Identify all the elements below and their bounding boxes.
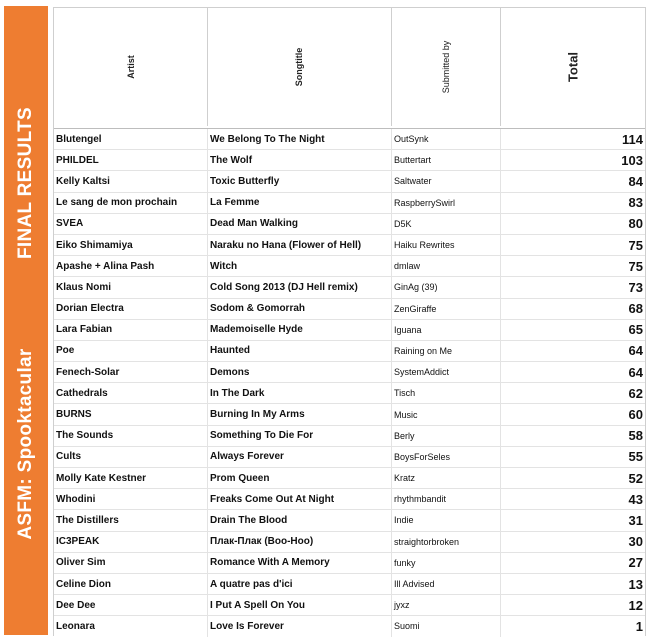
- songtitle-cell[interactable]: A quatre pas d'ici: [207, 574, 391, 594]
- table-row[interactable]: [54, 149, 645, 170]
- submitted-by-cell[interactable]: Raining on Me: [391, 341, 500, 361]
- artist-cell[interactable]: Eiko Shimamiya: [56, 239, 133, 251]
- table-row[interactable]: [54, 170, 645, 191]
- total-cell[interactable]: 75: [500, 256, 645, 276]
- header-artist-cell[interactable]: [54, 8, 208, 126]
- artist-cell[interactable]: Whodini: [56, 493, 96, 505]
- total-cell[interactable]: 114: [500, 129, 645, 149]
- artist-cell[interactable]: Leonara: [56, 620, 95, 632]
- table-row[interactable]: [54, 361, 645, 382]
- submitted-by-cell[interactable]: Iguana: [391, 320, 500, 340]
- total-cell[interactable]: 64: [500, 341, 645, 361]
- submitted-by-cell[interactable]: dmlaw: [391, 256, 500, 276]
- artist-cell[interactable]: The Distillers: [56, 514, 119, 526]
- submitted-by-cell[interactable]: jyxz: [391, 595, 500, 615]
- artist-cell[interactable]: Klaus Nomi: [56, 281, 112, 293]
- artist-cell[interactable]: Dee Dee: [56, 599, 96, 611]
- songtitle-cell[interactable]: Freaks Come Out At Night: [207, 489, 391, 509]
- table-row[interactable]: [54, 488, 645, 509]
- submitted-by-cell[interactable]: Indie: [391, 510, 500, 530]
- submitted-by-cell[interactable]: Saltwater: [391, 171, 500, 191]
- submitted-by-cell[interactable]: RaspberrySwirl: [391, 193, 500, 213]
- header-submitted-by: Submitted by: [440, 40, 451, 94]
- total-cell[interactable]: 43: [500, 489, 645, 509]
- total-cell[interactable]: 1: [500, 616, 645, 636]
- table-row[interactable]: [54, 319, 645, 340]
- artist-cell[interactable]: Cults: [56, 451, 81, 463]
- header-songtitle: Songtitle: [294, 47, 304, 87]
- table-row[interactable]: [54, 298, 645, 319]
- submitted-by-cell[interactable]: Music: [391, 404, 500, 424]
- submitted-by-cell[interactable]: Buttertart: [391, 150, 500, 170]
- sidebar-banner: [4, 6, 48, 635]
- artist-cell[interactable]: Lara Fabian: [56, 324, 113, 336]
- total-cell[interactable]: 60: [500, 404, 645, 424]
- submitted-by-cell[interactable]: ZenGiraffe: [391, 299, 500, 319]
- songtitle-cell[interactable]: In The Dark: [207, 383, 391, 403]
- artist-cell[interactable]: Molly Kate Kestner: [56, 472, 147, 484]
- artist-cell[interactable]: Fenech-Solar: [56, 366, 120, 378]
- songtitle-cell[interactable]: Love Is Forever: [207, 616, 391, 636]
- submitted-by-cell[interactable]: funky: [391, 553, 500, 573]
- songtitle-cell[interactable]: Toxic Butterfly: [207, 171, 391, 191]
- submitted-by-cell[interactable]: Haiku Rewrites: [391, 235, 500, 255]
- table-row[interactable]: [54, 382, 645, 403]
- submitted-by-cell[interactable]: Ill Advised: [391, 574, 500, 594]
- songtitle-cell[interactable]: Haunted: [207, 341, 391, 361]
- table-row[interactable]: [54, 340, 645, 361]
- submitted-by-cell[interactable]: Suomi: [391, 616, 500, 636]
- total-cell[interactable]: 65: [500, 320, 645, 340]
- table-row[interactable]: [54, 573, 645, 594]
- table-body: [54, 128, 645, 637]
- submitted-by-cell[interactable]: SystemAddict: [391, 362, 500, 382]
- header-artist: Artist: [125, 55, 136, 79]
- songtitle-cell[interactable]: Drain The Blood: [207, 510, 391, 530]
- songtitle-cell[interactable]: The Wolf: [207, 150, 391, 170]
- table-row[interactable]: [54, 509, 645, 530]
- table-row[interactable]: [54, 446, 645, 467]
- artist-cell[interactable]: Blutengel: [56, 133, 102, 145]
- table-row[interactable]: [54, 213, 645, 234]
- songtitle-cell[interactable]: Witch: [207, 256, 391, 276]
- total-cell[interactable]: 30: [500, 532, 645, 552]
- submitted-by-cell[interactable]: Berly: [391, 426, 500, 446]
- songtitle-cell[interactable]: Cold Song 2013 (DJ Hell remix): [207, 277, 391, 297]
- header-total-cell[interactable]: [500, 8, 645, 126]
- total-cell[interactable]: 58: [500, 426, 645, 446]
- artist-cell[interactable]: Le sang de mon prochain: [56, 197, 178, 209]
- table-row[interactable]: [54, 276, 645, 297]
- songtitle-cell[interactable]: Sodom & Gomorrah: [207, 299, 391, 319]
- songtitle-cell[interactable]: Mademoiselle Hyde: [207, 320, 391, 340]
- artist-cell[interactable]: Cathedrals: [56, 387, 108, 399]
- artist-cell[interactable]: Apashe + Alina Pash: [56, 260, 155, 272]
- total-cell[interactable]: 55: [500, 447, 645, 467]
- total-cell[interactable]: 31: [500, 510, 645, 530]
- submitted-by-cell[interactable]: GinAg (39): [391, 277, 500, 297]
- table-row[interactable]: [54, 234, 645, 255]
- header-submitted-by-cell[interactable]: [391, 8, 501, 126]
- total-cell[interactable]: 80: [500, 214, 645, 234]
- total-cell[interactable]: 73: [500, 277, 645, 297]
- artist-cell[interactable]: IC3PEAK: [56, 536, 100, 548]
- submitted-by-cell[interactable]: Tisch: [391, 383, 500, 403]
- artist-cell[interactable]: Poe: [56, 345, 75, 357]
- table-row[interactable]: [54, 615, 645, 636]
- artist-cell[interactable]: SVEA: [56, 218, 84, 230]
- total-cell[interactable]: 27: [500, 553, 645, 573]
- songtitle-cell[interactable]: Romance With A Memory: [207, 553, 391, 573]
- songtitle-cell[interactable]: La Femme: [207, 193, 391, 213]
- results-table: [53, 7, 646, 636]
- total-cell[interactable]: 12: [500, 595, 645, 615]
- artist-cell[interactable]: Kelly Kaltsi: [56, 175, 110, 187]
- submitted-by-cell[interactable]: Kratz: [391, 468, 500, 488]
- total-cell[interactable]: 52: [500, 468, 645, 488]
- table-row[interactable]: [54, 192, 645, 213]
- songtitle-cell[interactable]: Плак-Плак (Boo-Hoo): [207, 532, 391, 552]
- final-results-label: FINAL RESULTS: [15, 106, 36, 260]
- songtitle-cell[interactable]: Burning In My Arms: [207, 404, 391, 424]
- table-row[interactable]: [54, 552, 645, 573]
- event-title-label: ASFM: Spooktacular: [15, 348, 36, 540]
- submitted-by-cell[interactable]: OutSynk: [391, 129, 500, 149]
- table-row[interactable]: [54, 467, 645, 488]
- submitted-by-cell[interactable]: BoysForSeles: [391, 447, 500, 467]
- artist-cell[interactable]: Celine Dion: [56, 578, 112, 590]
- total-cell[interactable]: 75: [500, 235, 645, 255]
- songtitle-cell[interactable]: Naraku no Hana (Flower of Hell): [207, 235, 391, 255]
- total-cell[interactable]: 103: [500, 150, 645, 170]
- total-cell[interactable]: 62: [500, 383, 645, 403]
- songtitle-cell[interactable]: I Put A Spell On You: [207, 595, 391, 615]
- total-cell[interactable]: 68: [500, 299, 645, 319]
- songtitle-cell[interactable]: Prom Queen: [207, 468, 391, 488]
- total-cell[interactable]: 84: [500, 171, 645, 191]
- table-row[interactable]: [54, 531, 645, 552]
- submitted-by-cell[interactable]: straightorbroken: [391, 532, 500, 552]
- header-songtitle-cell[interactable]: [207, 8, 392, 126]
- table-row[interactable]: [54, 425, 645, 446]
- table-row[interactable]: [54, 594, 645, 615]
- total-cell[interactable]: 13: [500, 574, 645, 594]
- table-row[interactable]: [54, 255, 645, 276]
- submitted-by-cell[interactable]: D5K: [391, 214, 500, 234]
- header-total: Total: [565, 51, 580, 83]
- songtitle-cell[interactable]: Demons: [207, 362, 391, 382]
- artist-cell[interactable]: Oliver Sim: [56, 557, 106, 569]
- total-cell[interactable]: 83: [500, 193, 645, 213]
- artist-cell[interactable]: The Sounds: [56, 430, 114, 442]
- artist-cell[interactable]: BURNS: [56, 409, 92, 421]
- songtitle-cell[interactable]: Dead Man Walking: [207, 214, 391, 234]
- artist-cell[interactable]: Dorian Electra: [56, 303, 124, 315]
- artist-cell[interactable]: PHILDEL: [56, 154, 99, 166]
- songtitle-cell[interactable]: We Belong To The Night: [207, 129, 391, 149]
- songtitle-cell[interactable]: Something To Die For: [207, 426, 391, 446]
- submitted-by-cell[interactable]: rhythmbandit: [391, 489, 500, 509]
- table-header: [54, 8, 645, 126]
- table-row[interactable]: [54, 128, 645, 149]
- total-cell[interactable]: 64: [500, 362, 645, 382]
- table-row[interactable]: [54, 403, 645, 424]
- songtitle-cell[interactable]: Always Forever: [207, 447, 391, 467]
